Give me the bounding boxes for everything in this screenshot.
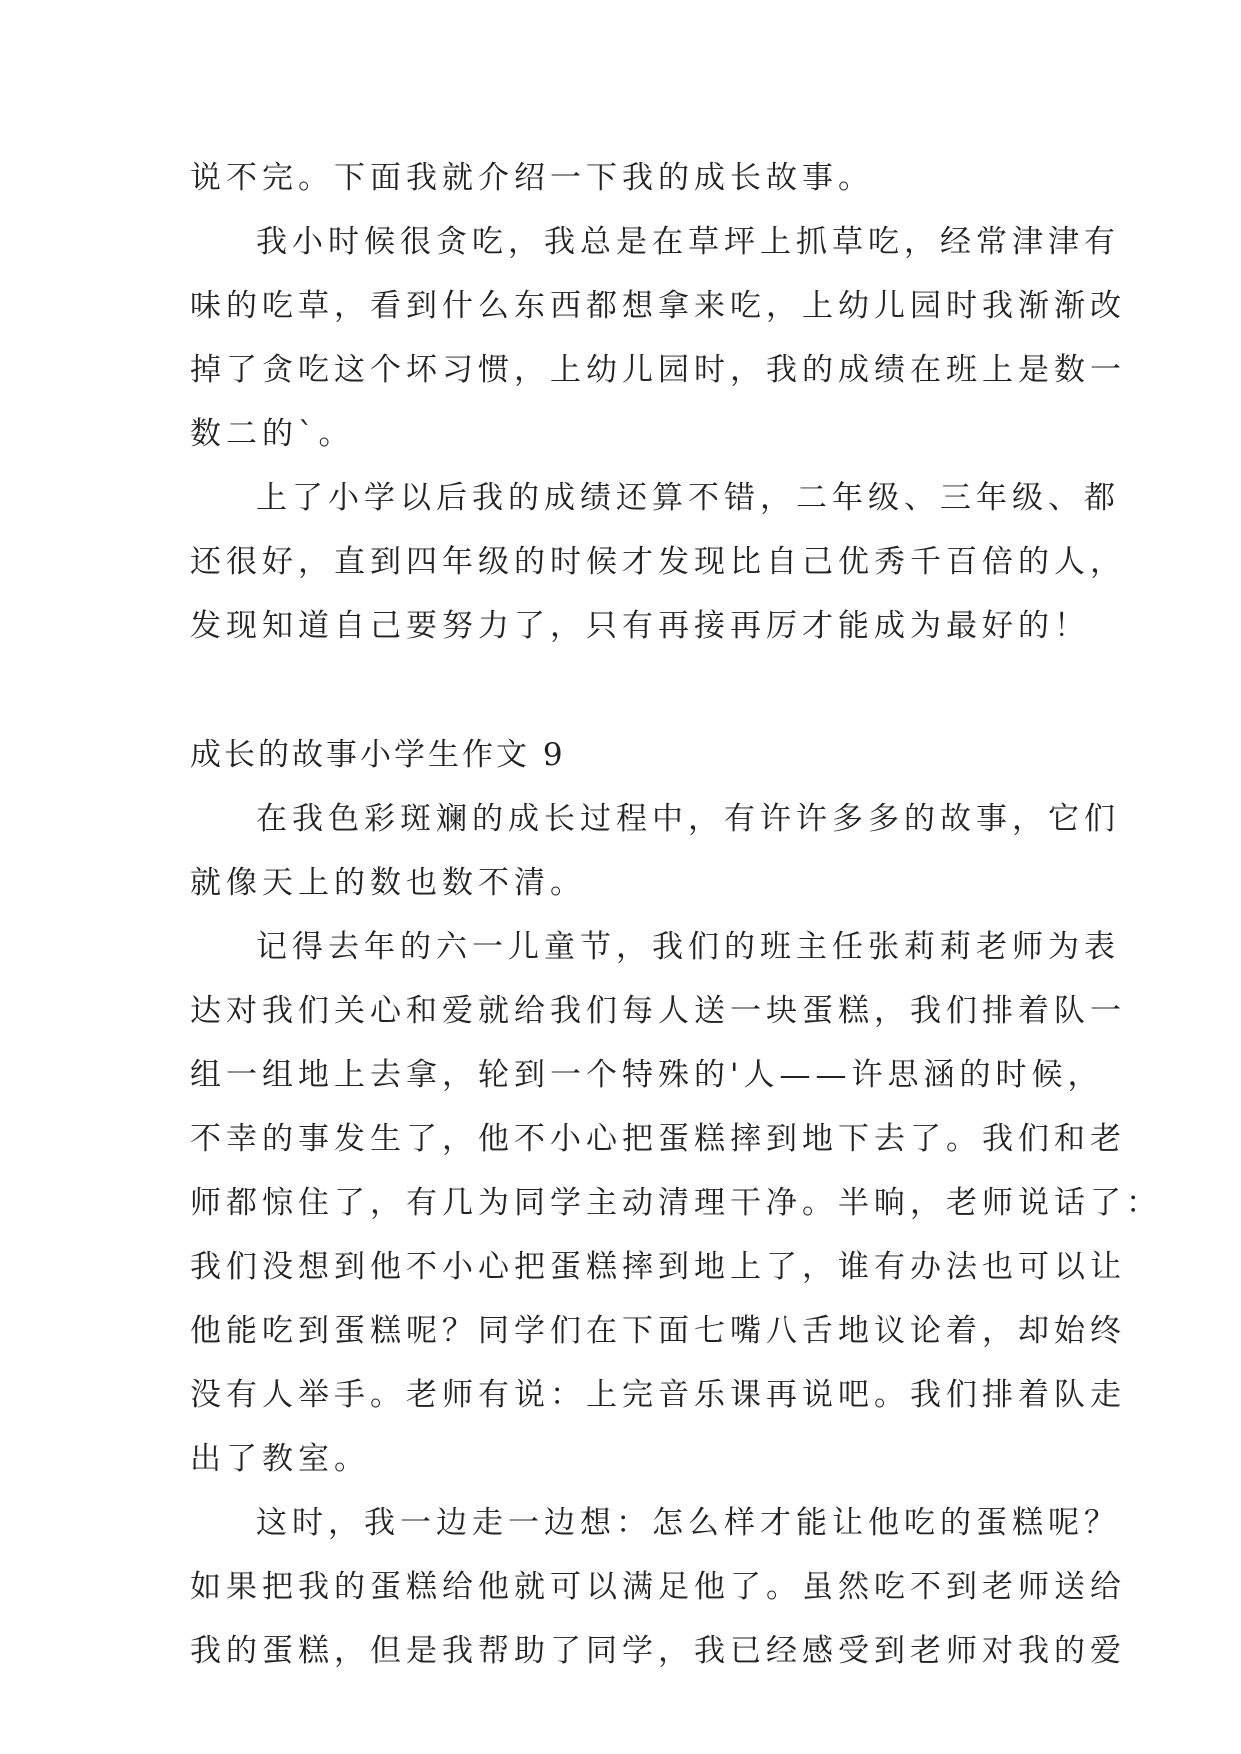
section-heading: 成长的故事小学生作文 9: [190, 737, 566, 773]
text-line: 发现知道自己要努力了，只有再接再厉才能成为最好的！: [190, 608, 1090, 644]
text-line: 我的蛋糕，但是我帮助了同学，我已经感受到老师对我的爱: [190, 1633, 1126, 1669]
text-line: 他能吃到蛋糕呢？同学们在下面七嘴八舌地议论着，却始终: [190, 1313, 1126, 1349]
text-line: 数二的`。: [190, 416, 355, 452]
text-line: 说不完。下面我就介绍一下我的成长故事。: [190, 160, 874, 196]
text-line: 掉了贪吃这个坏习惯，上幼儿园时，我的成绩在班上是数一: [190, 352, 1126, 388]
paragraph-start-line: 在我色彩斑斓的成长过程中，有许许多多的故事，它们: [256, 801, 1120, 837]
text-line: 我们没想到他不小心把蛋糕摔到地上了，谁有办法也可以让: [190, 1249, 1126, 1285]
paragraph-start-line: 我小时候很贪吃，我总是在草坪上抓草吃，经常津津有: [256, 224, 1120, 260]
paragraph-start-line: 记得去年的六一儿童节，我们的班主任张莉莉老师为表: [256, 929, 1120, 965]
text-line: 没有人举手。老师有说：上完音乐课再说吧。我们排着队走: [190, 1377, 1126, 1413]
text-line: 达对我们关心和爱就给我们每人送一块蛋糕，我们排着队一: [190, 993, 1126, 1029]
text-line: 还很好，直到四年级的时候才发现比自己优秀千百倍的人，: [190, 544, 1126, 580]
paragraph-start-line: 这时，我一边走一边想：怎么样才能让他吃的蛋糕呢？: [256, 1505, 1120, 1541]
text-line: 不幸的事发生了，他不小心把蛋糕摔到地下去了。我们和老: [190, 1121, 1126, 1157]
paragraph-start-line: 上了小学以后我的成绩还算不错，二年级、三年级、都: [256, 480, 1120, 516]
text-line: 味的吃草，看到什么东西都想拿来吃，上幼儿园时我渐渐改: [190, 288, 1126, 324]
text-line: 就像天上的数也数不清。: [190, 865, 586, 901]
text-line: 组一组地上去拿，轮到一个特殊的'人——许思涵的时候，: [190, 1057, 1104, 1093]
text-line: 出了教室。: [190, 1441, 370, 1477]
text-line: 师都惊住了，有几为同学主动清理干净。半晌，老师说话了：: [190, 1185, 1162, 1221]
text-line: 如果把我的蛋糕给他就可以满足他了。虽然吃不到老师送给: [190, 1569, 1126, 1605]
